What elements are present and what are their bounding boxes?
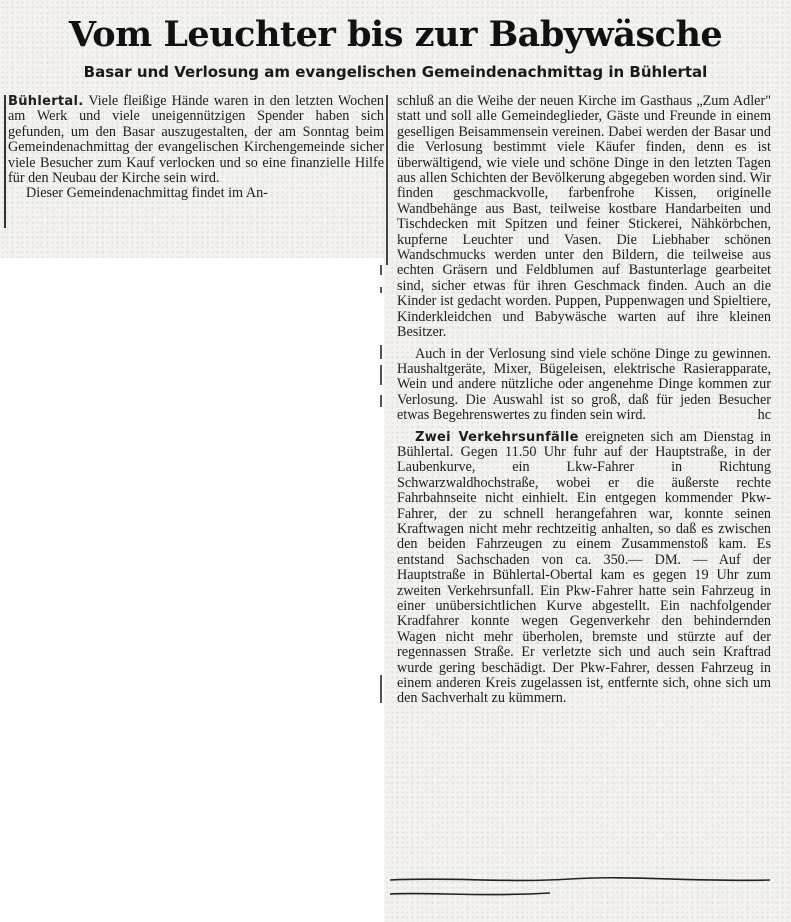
paragraph-text: schluß an die Weihe der neuen Kirche im Gasthaus „Zum Adler" statt und soll alle Gemeindeglieder, Gäste und Freunde in einem geselligen Beisammensein vereinen. Dabei werden der Basar und die Verlosung bestimmt viele Käufer finden, denn es ist überwältigend, wie viele und schöne Dinge in den letzten Tagen aus allen Schichten der Bevölkerung abgegeben worden sind. Wir finden geschmackvolle, farbenfrohe Kissen, originelle Wandbehänge aus Bast, teilweise kostbare Handarbeiten und Tischdecken mit Spitzen und feiner Stickerei, Nähkörbchen, kupferne Leuchter und Vasen. Die Liebhaber schönen Wandschmucks werden unter den Bildern, die teilweise aus echten Gräsern und Feldblumen auf Bastunterlage gearbeitet sind, sicher etwas für ihren Geschmack finden. Auch an die Kinder ist gedacht worden. Puppen, Puppenwagen und Spieltiere, Kinderkleidchen und Babywäsche warten auf ihre kleinen Besitzer.: [397, 93, 771, 341]
paragraph-text: Viele fleißige Hände waren in den letzten Wochen am Werk und viele uneigennützigen Spender haben sich gefunden, um den Basar auszugestalten, der am Sonntag beim Gemeindenachmittag der evangelischen Kirchengemeinde sicher viele Besucher zum Kauf verlocken und so eine finanzielle Hilfe für den Neubau der Kirche sein wird.: [8, 93, 384, 187]
pen-strikethrough: [390, 874, 770, 898]
article-paragraph: [8, 94, 384, 186]
dateline: Bühlertal.: [8, 94, 84, 109]
article-paragraph-continued: [397, 94, 771, 341]
blank-area: [0, 258, 384, 922]
left-margin-rule: [4, 95, 6, 228]
news-item-text: ereigneten sich am Dienstag in Bühlertal. Gegen 11.50 Uhr fuhr auf der Hauptstraße, in der Laubenkurve, ein Lkw-Fahrer in Richtung Schwarzwaldhochstraße, wobei er die äußerste rechte Fahrbahnseite nicht einhielt. Ein entgegen kommender Pkw-Fahrer, der zu schnell herangefahren war, konnte seinen Kraftwagen nicht mehr rechtzeitig anhalten, so daß es zwischen den beiden Fahrzeugen zu einem Zusammenstoß kam. Es entstand Sachschaden von ca. 350.— DM. — Auf der Hauptstraße in Bühlertal-Obertal kam es gegen 19 Uhr zum zweiten Verkehrsunfall. Ein Pkw-Fahrer hatte sein Fahrzeug in einer unübersichtlichen Kurve abgestellt. Ein nachfolgender Kradfahrer konnte wegen Gegenverkehr den behindernden Wagen nicht mehr überholen, bremste und stürzte auf der regennassen Straße. Er verletzte sich und auch sein Kraftrad wurde gering beschädigt. Der Pkw-Fahrer, dessen Fahrzeug in einem anderen Kreis zugelassen ist, entfernte sich, ohne sich um den Sachverhalt zu kümmern.: [397, 428, 772, 707]
margin-marks: [380, 265, 388, 625]
column-left: [8, 94, 384, 202]
column-right: [397, 94, 771, 707]
column-divider: [386, 95, 388, 265]
article-subheadline: Basar und Verlosung am evangelischen Gemeindenachmittag in Bühlertal: [83, 63, 708, 81]
author-signature: hc: [757, 407, 771, 424]
paragraph-text: Auch in der Verlosung sind viele schöne Dinge zu gewinnen. Haushaltgeräte, Mixer, Bügeleisen, elektrische Rasierapparate, Wein und andere nützliche oder angenehme Dinge kommen zur Verlosung. Die Auswahl ist so groß, daß für jeden Besucher etwas Begehrenswertes zu finden sein wird.: [397, 345, 771, 424]
news-item-runin: Zwei Verkehrsunfälle: [415, 429, 579, 445]
article-paragraph: [397, 347, 771, 424]
article-headline: Vom Leuchter bis zur Babywäsche: [68, 14, 723, 55]
news-item: [397, 430, 771, 707]
article-paragraph: [8, 186, 384, 201]
paragraph-text: Dieser Gemeindenachmittag findet im An-: [26, 185, 268, 202]
